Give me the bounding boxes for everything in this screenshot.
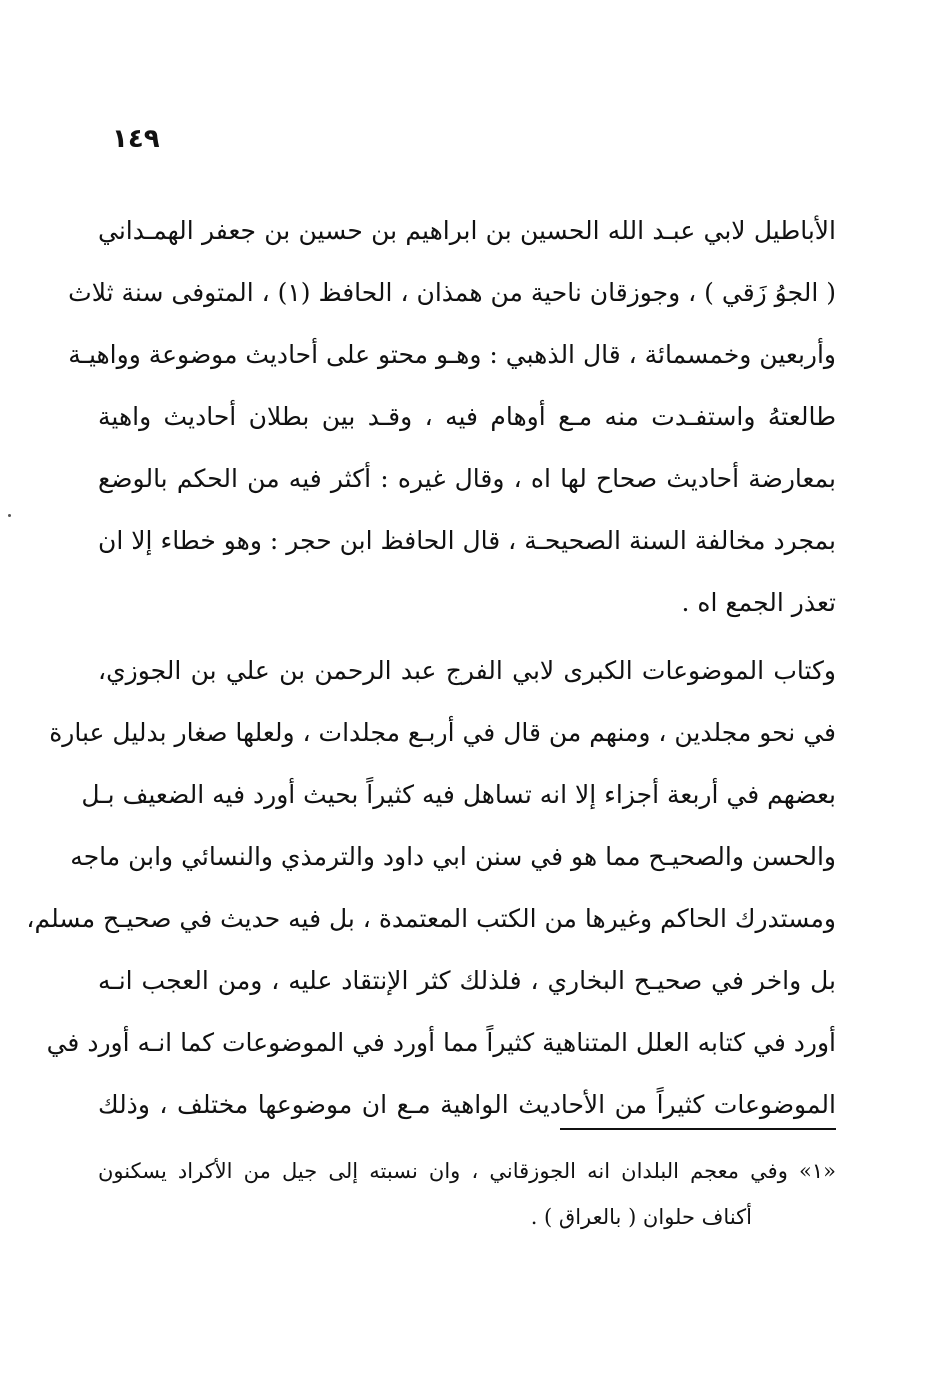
paragraph-2 (26, 640, 836, 1136)
page-number: ١٤٩ (112, 124, 160, 154)
footnote (98, 1148, 836, 1240)
text-line: بل واخر في صحيـح البخاري ، فلذلك كثر الإنتقاد عليه ، ومن العجب انـه (98, 966, 836, 995)
text-line: طالعتهُ واستفـدت منه مـع أوهام فيه ، وقـد بين بطلان أحاديث واهية (98, 402, 836, 431)
text-line: بمعارضة أحاديث صحاح لها اه ، وقال غيره : أكثر فيه من الحكم بالوضع (98, 464, 836, 493)
text-line: بعضهم في أربعة أجزاء إلا انه تساهل فيه كثيراً بحيث أورد فيه الضعيف بـل (81, 780, 836, 809)
paragraph-1 (68, 200, 836, 634)
footnote-line: «١» وفي معجم البلدان انه الجوزقاني ، وان نسبته إلى جيل من الأكراد يسكنون (98, 1159, 836, 1183)
text-line: بمجرد مخالفة السنة الصحيحـة ، قال الحافظ ابن حجر : وهو خطاء إلا ان (98, 526, 836, 555)
text-line: أورد في كتابه العلل المتناهية كثيراً مما أورد في الموضوعات كما انـه أورد في (46, 1028, 836, 1057)
text-line: ومستدرك الحاكم وغيرها من الكتب المعتمدة ، بل فيه حديث في صحيـح مسلم، (26, 904, 836, 933)
text-line: الموضوعات كثيراً من الأحاديث الواهية مـع ان موضوعها مختلف ، وذلك (98, 1090, 836, 1119)
text-line: تعذر الجمع اه . (681, 588, 836, 617)
text-line: وأربعين وخمسمائة ، قال الذهبي : وهـو محتو على أحاديث موضوعة وواهيـة (68, 340, 836, 369)
footnote-line: أكناف حلوان ( بالعراق ) . (530, 1205, 752, 1229)
text-line: الأباطيل لابي عبـد الله الحسين بن ابراهيم بن حسين بن جعفر الهمـداني (98, 216, 836, 245)
text-line: ( الجوُ زَقي ) ، وجوزقان ناحية من همذان ، الحافظ (١) ، المتوفى سنة ثلاث (68, 278, 836, 307)
scan-speck (8, 514, 11, 517)
footnote-divider (560, 1128, 836, 1130)
text-line: في نحو مجلدين ، ومنهم من قال في أربـع مجلدات ، ولعلها صغار بدليل عبارة (49, 718, 836, 747)
text-line: وكتاب الموضوعات الكبرى لابي الفرج عبد الرحمن بن علي بن الجوزي، (98, 656, 836, 685)
text-line: والحسن والصحيـح مما هو في سنن ابي داود والترمذي والنسائي وابن ماجه (70, 842, 836, 871)
